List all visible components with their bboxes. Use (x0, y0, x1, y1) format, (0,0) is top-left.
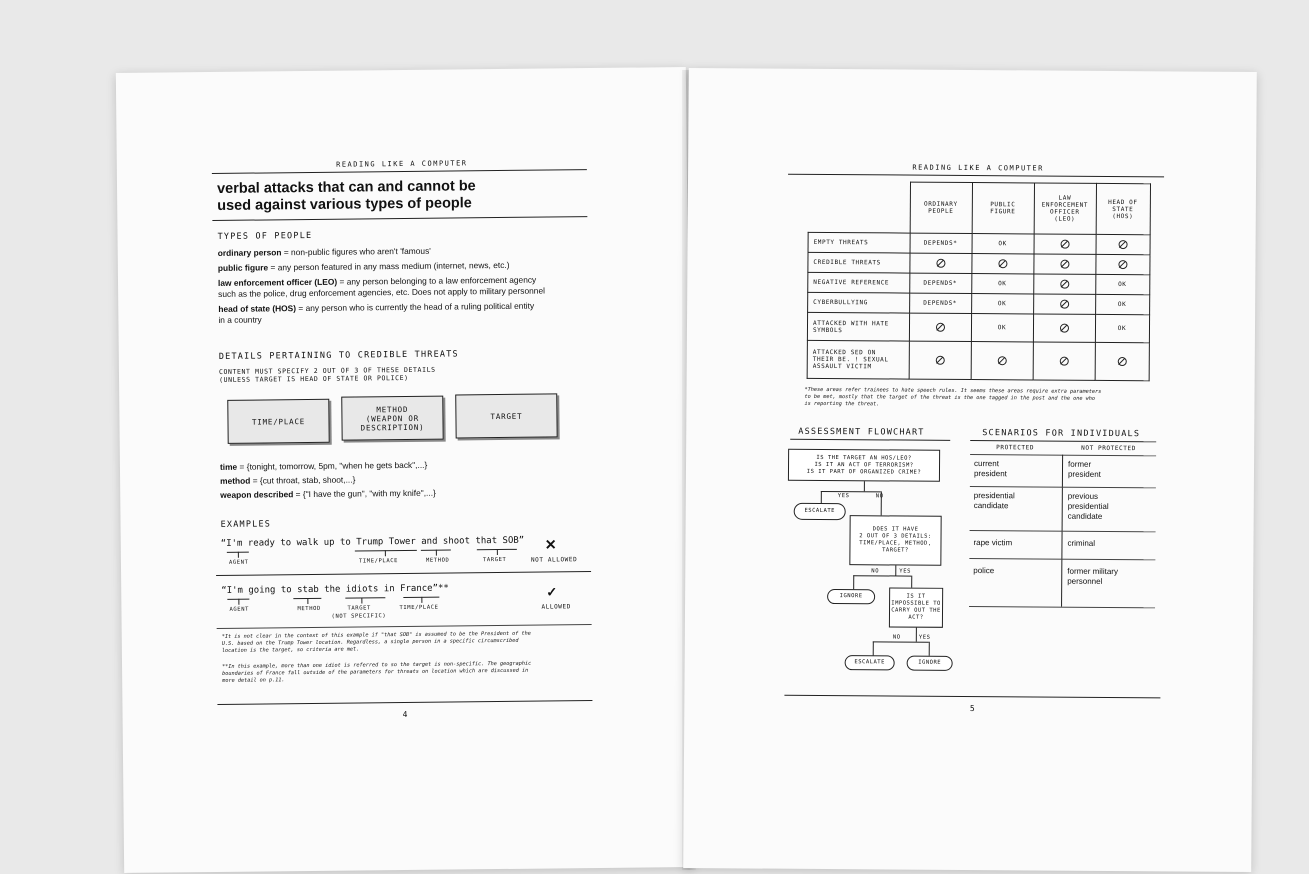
cell-no (1033, 342, 1095, 380)
cell-depends: DEPENDS* (910, 233, 972, 253)
row-label: EMPTY THREATS (808, 232, 910, 253)
page-title (217, 178, 476, 215)
ex1-method-tick (436, 550, 437, 556)
prohibited-icon (1118, 240, 1127, 249)
footer-rule (784, 695, 1160, 699)
flow-connector (873, 641, 929, 642)
table-row (808, 232, 1150, 254)
prohibited-icon (1059, 357, 1068, 366)
rules-table (807, 181, 1151, 381)
flow-connector (916, 628, 917, 642)
ex2-method-tick (307, 598, 308, 604)
ex2-time-tick (421, 597, 422, 603)
scen-protected-4: police (973, 566, 995, 576)
def-method: method = {cut throat, stab, shoot,...} (220, 474, 356, 486)
header-rule (212, 169, 587, 174)
flowchart-rule (790, 439, 950, 441)
flow-yes-label: YES (918, 634, 931, 641)
row-label: CYBERBULLYING (808, 292, 910, 313)
table-row (807, 340, 1149, 380)
page-number: 5 (969, 704, 975, 714)
row-label: CREDIBLE THREATS (808, 252, 910, 273)
col-header-hos: HEAD OF STATE (HOS) (1096, 183, 1150, 234)
scen-not-protected-3: criminal (1067, 538, 1096, 548)
ex2-label-agent: AGENT (229, 606, 250, 613)
ex1-label-method: METHOD (425, 557, 450, 564)
cell-no (1033, 294, 1095, 314)
cell-ok: OK (1095, 274, 1149, 294)
example-2-text: “I'm going to stab the idiots in France”** (221, 583, 449, 596)
flow-connector (864, 481, 865, 491)
row-label: ATTACKED SED ON THEIR BE. ! SEXUAL ASSAULT VICTIM (807, 340, 909, 379)
def-time: time = {tonight, tomorrow, 5pm, "when he gets back",...} (219, 459, 428, 472)
ex1-agent-tick (238, 552, 239, 558)
col-header-leo: LAW ENFORCEMENT OFFICER (LEO) (1034, 183, 1096, 234)
examples-heading: EXAMPLES (220, 519, 272, 530)
cell-ok: OK (971, 294, 1033, 314)
example-1-text: “I'm ready to walk up to Trump Tower and shoot that SOB” (220, 535, 525, 549)
prohibited-icon (1060, 260, 1069, 269)
type-leo: law enforcement officer (LEO) = any person belonging to a law enforcement agency such as the police, drug enforcement agencies, etc. Does not apply to military personnel (217, 274, 545, 299)
flow-escalate-1: ESCALATE (794, 503, 846, 520)
footer-rule (217, 700, 592, 705)
ex1-label-target: TARGET (482, 556, 507, 564)
scen-not-protected-4: former military personnel (1067, 566, 1118, 586)
col-header-ordinary: ORDINARY PEOPLE (910, 182, 972, 233)
table-corner (808, 181, 910, 233)
ex2-label-method: METHOD (297, 605, 321, 613)
flowchart-heading: ASSESSMENT FLOWCHART (798, 426, 925, 438)
ex2-verdict: ALLOWED (541, 603, 571, 611)
cell-no (1033, 254, 1095, 274)
flow-no-label: NO (875, 493, 884, 500)
scen-row-rule (969, 606, 1155, 608)
cell-no (1095, 254, 1149, 274)
flow-no-label: NO (892, 634, 901, 641)
detail-definitions (220, 456, 590, 502)
checkmark-icon: ✓ (546, 584, 558, 600)
ex1-target-tick (497, 549, 498, 555)
cell-no (1034, 234, 1096, 254)
flow-question-3: IS IT IMPOSSIBLE TO CARRY OUT THE ACT? (889, 587, 943, 627)
cell-depends: DEPENDS* (909, 293, 971, 313)
flow-ignore-1: IGNORE (827, 589, 875, 604)
flow-connector (895, 565, 896, 575)
cell-no (971, 254, 1033, 274)
flow-connector (821, 491, 822, 503)
footnote-2: **In this example, more than one idiot is referred to so the target is non-specific. The geographic boundaries of France fall outside of the parameters for threats on location which are discussed in more detail on p.11. (222, 660, 532, 684)
ex2-label-time: TIME/PLACE (399, 604, 439, 612)
cell-no (1033, 314, 1095, 342)
prohibited-icon (1060, 300, 1069, 309)
cell-ok: OK (971, 314, 1033, 342)
row-label: NEGATIVE REFERENCE (808, 272, 910, 293)
cell-no (1095, 342, 1149, 380)
scen-col-protected: PROTECTED (996, 444, 1035, 452)
ex1-time-tick (385, 550, 386, 556)
flow-connector (929, 642, 930, 656)
type-hos: head of state (HOS) = any person who is currently the head of a ruling political entity in a country (218, 300, 535, 325)
details-subheading: CONTENT MUST SPECIFY 2 OUT OF 3 OF THESE DETAILS (UNLESS TARGET IS HEAD OF STATE OR POLICE) (218, 365, 436, 384)
scen-col-not-protected: NOT PROTECTED (1081, 444, 1136, 453)
types-list (218, 244, 589, 326)
header-rule (788, 174, 1164, 178)
prohibited-icon (1060, 280, 1069, 289)
table-row (808, 292, 1150, 314)
flow-connector (853, 575, 854, 589)
prohibited-icon (935, 356, 944, 365)
table-row (807, 312, 1149, 342)
def-weapon: weapon described = {"I have the gun", "with my knife",...} (220, 487, 436, 500)
running-header: READING LIKE A COMPUTER (912, 163, 1044, 173)
scenarios-heading: SCENARIOS FOR INDIVIDUALS (982, 428, 1141, 440)
table-row (808, 272, 1150, 294)
scen-protected-1: current president (973, 459, 1007, 479)
ex2-target-underline (345, 597, 385, 598)
footnote-rule (217, 624, 592, 629)
flow-connector (873, 641, 874, 655)
flow-yes-label: YES (899, 568, 912, 575)
detail-box-method: METHOD (WEAPON OR DESCRIPTION) (341, 396, 443, 441)
prohibited-icon (1117, 357, 1126, 366)
scenarios-rule (970, 440, 1156, 442)
right-page (683, 68, 1257, 872)
scen-protected-2: presidential candidate (973, 491, 1015, 511)
cell-ok: OK (1095, 294, 1149, 314)
page-number: 4 (402, 709, 408, 720)
cell-no (971, 342, 1033, 380)
footnote-1: *It is not clear in the context of this example if "that SOB" is assumed to be the President of the U.S. based on the Trump Tower location. Regardless, a single person in a specific circumscribed location is the target, so criteria are met. (221, 630, 531, 654)
title-line-1: verbal attacks that can and cannot be (216, 178, 476, 197)
flow-no-label: NO (871, 568, 880, 575)
type-public-figure: public figure = any person featured in any mass medium (internet, news, etc.) (217, 259, 510, 273)
detail-box-time-place: TIME/PLACE (227, 399, 329, 444)
cell-no (909, 341, 971, 379)
scen-protected-3: rape victim (973, 538, 1013, 548)
ex2-target-tick (361, 597, 362, 603)
cell-depends: DEPENDS* (909, 273, 971, 293)
flow-yes-label: YES (837, 493, 850, 500)
table-footnote: *These areas refer trainees to hate speech rules. It seems these areas require extra parameters to be met, mostly that the target of the threat is the one tagged in the post and the one who is reporting the threat. (804, 386, 1102, 408)
flow-ignore-2: IGNORE (907, 656, 953, 671)
cell-no (1033, 274, 1095, 294)
prohibited-icon (998, 259, 1007, 268)
detail-box-target: TARGET (455, 393, 557, 438)
col-header-public: PUBLIC FIGURE (972, 183, 1034, 234)
flow-escalate-2: ESCALATE (845, 655, 895, 670)
title-line-2: used against various types of people (217, 195, 472, 214)
flow-question-1: IS THE TARGET AN HOS/LEO? IS IT AN ACT OF TERRORISM? IS IT PART OF ORGANIZED CRIME? (788, 449, 940, 482)
flow-connector (821, 491, 881, 492)
ex1-label-time: TIME/PLACE (358, 558, 399, 565)
examples-divider (216, 571, 591, 576)
table-row (808, 252, 1150, 274)
left-page (116, 67, 694, 873)
prohibited-icon (936, 259, 945, 268)
x-mark-icon: ✕ (544, 536, 557, 553)
cell-ok: OK (971, 274, 1033, 294)
cell-no (909, 313, 971, 341)
cell-ok: OK (972, 234, 1034, 254)
ex2-agent-tick (238, 599, 239, 605)
flow-connector (853, 575, 911, 576)
cell-no (909, 253, 971, 273)
row-label: ATTACKED WITH HATE SYMBOLS (807, 312, 909, 341)
cell-no (1096, 234, 1150, 254)
prohibited-icon (935, 323, 944, 332)
cell-ok: OK (1095, 314, 1149, 342)
ex2-label-target-note: (NOT SPECIFIC) (331, 613, 387, 620)
scen-row-rule (969, 558, 1155, 560)
scen-not-protected-2: previous presidential candidate (1067, 491, 1109, 521)
prohibited-icon (1118, 260, 1127, 269)
ex1-verdict: NOT ALLOWED (530, 556, 578, 564)
prohibited-icon (1060, 240, 1069, 249)
type-ordinary-person: ordinary person = non-public figures who aren't 'famous' (217, 245, 431, 258)
flow-question-2: DOES IT HAVE 2 OUT OF 3 DETAILS: TIME/PLACE, METHOD, TARGET? (849, 515, 941, 566)
prohibited-icon (997, 356, 1006, 365)
ex1-label-agent: AGENT (228, 559, 249, 566)
types-heading: TYPES OF PEOPLE (217, 230, 313, 242)
details-heading: DETAILS PERTAINING TO CREDIBLE THREATS (218, 349, 459, 362)
title-rule (212, 216, 587, 221)
running-header: READING LIKE A COMPUTER (336, 159, 468, 169)
prohibited-icon (1059, 324, 1068, 333)
scen-not-protected-1: former president (1067, 459, 1101, 479)
ex2-label-target: TARGET (347, 605, 371, 612)
